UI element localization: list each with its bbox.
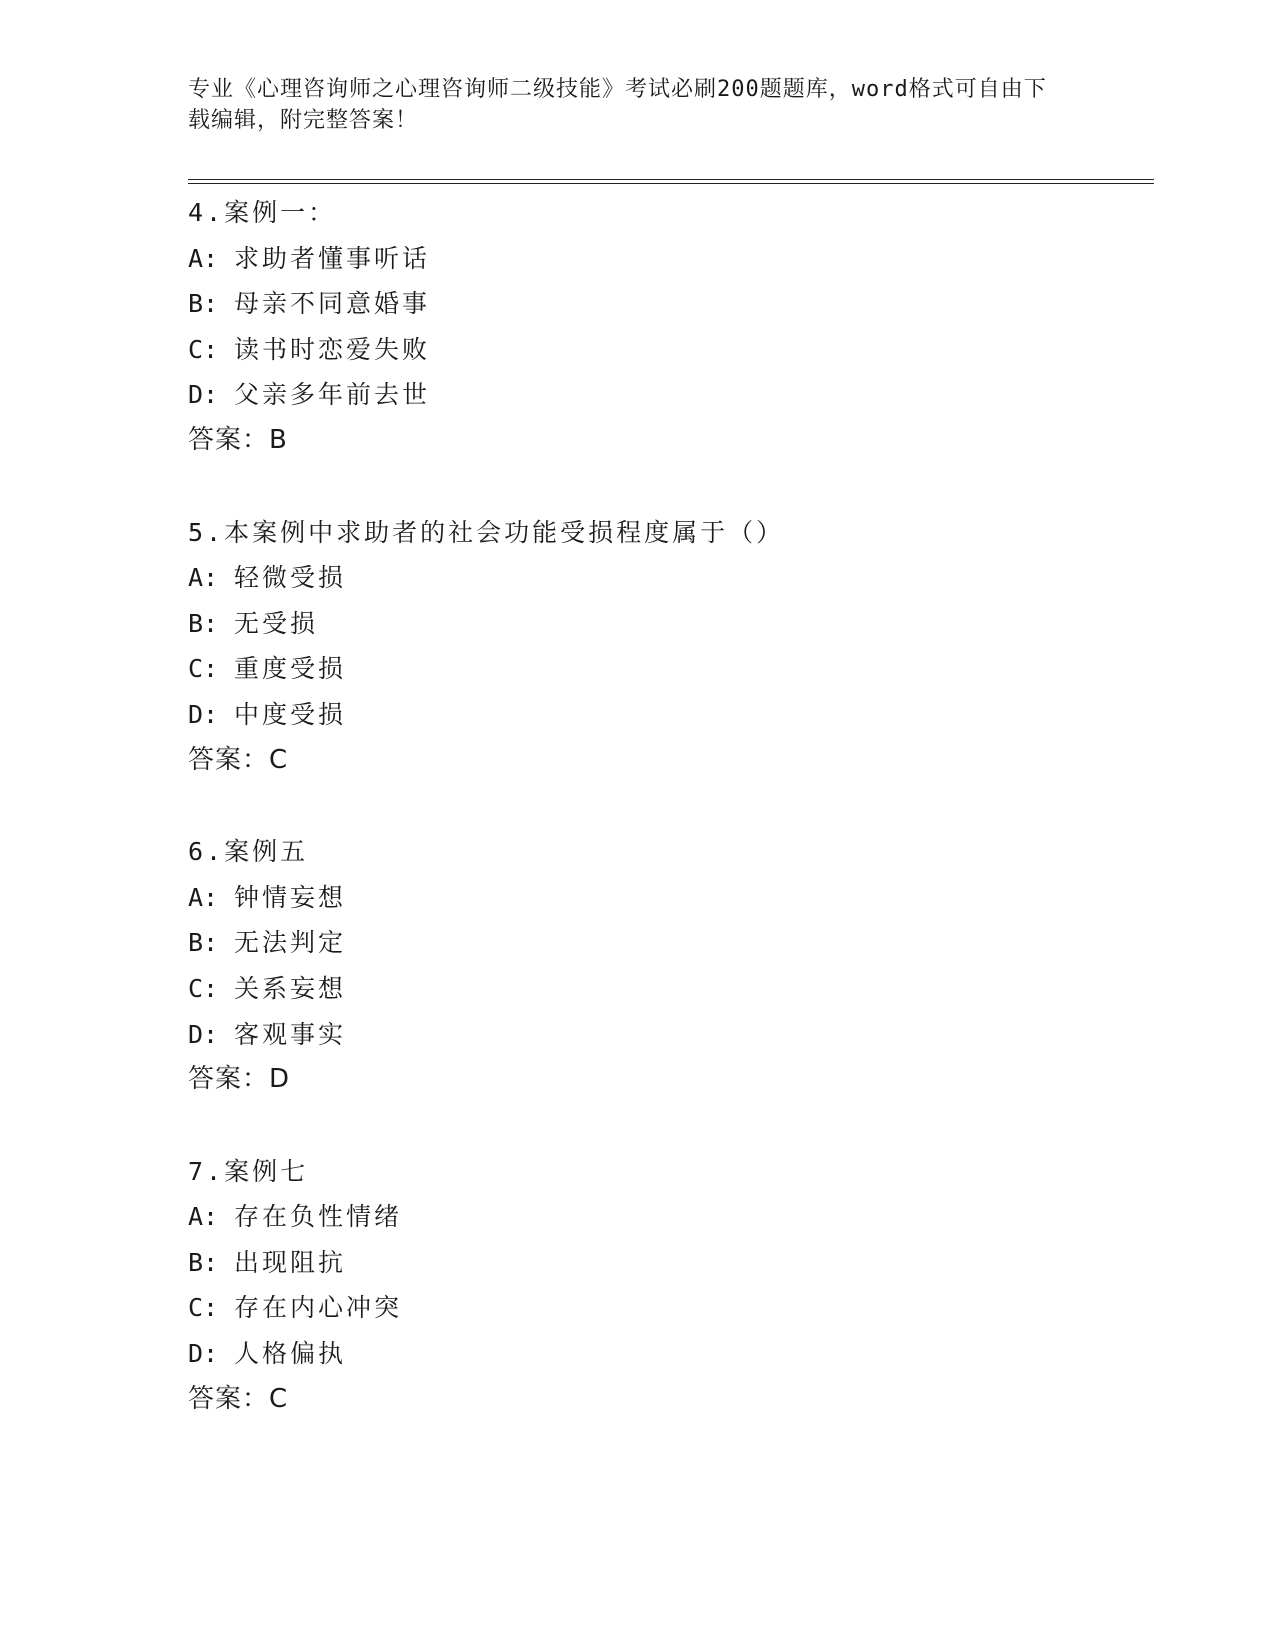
option-text: 求助者懂事听话 (234, 243, 431, 273)
option-d (188, 372, 1148, 418)
option-text: 出现阻抗 (234, 1247, 347, 1277)
option-letter: A: (188, 1202, 219, 1232)
option-a (188, 555, 1148, 601)
option-text: 父亲多年前去世 (234, 380, 431, 410)
question-title: 4.案例一： (188, 198, 337, 227)
option-letter: B: (188, 928, 219, 958)
option-a (188, 875, 1148, 921)
option-letter: D: (188, 1019, 219, 1049)
option-letter: C: (188, 1293, 219, 1323)
option-text: 轻微受损 (234, 563, 347, 593)
option-d (188, 1331, 1148, 1377)
option-letter: C: (188, 973, 219, 1003)
option-b (188, 920, 1148, 966)
question-5 (188, 510, 1148, 784)
option-text: 钟情妄想 (234, 882, 347, 912)
option-c (188, 646, 1148, 692)
option-letter: B: (188, 608, 219, 638)
option-a (188, 1194, 1148, 1240)
option-letter: D: (188, 1339, 219, 1369)
option-text: 关系妄想 (234, 973, 347, 1003)
option-letter: A: (188, 882, 219, 912)
option-letter: A: (188, 563, 219, 593)
answer-line: 答案：D (188, 1064, 291, 1095)
option-text: 无法判定 (234, 928, 347, 958)
option-d (188, 1012, 1148, 1058)
option-text: 重度受损 (234, 654, 347, 684)
question-7 (188, 1149, 1148, 1423)
answer-line: 答案：B (188, 424, 288, 455)
option-letter: C: (188, 654, 219, 684)
option-letter: D: (188, 380, 219, 410)
option-a (188, 236, 1148, 282)
question-title: 6.案例五 (188, 837, 309, 867)
option-b (188, 601, 1148, 647)
answer-line: 答案：C (188, 1383, 289, 1414)
option-letter: B: (188, 289, 219, 319)
option-letter: C: (188, 334, 219, 364)
option-letter: D: (188, 699, 219, 729)
option-text: 无受损 (234, 608, 319, 638)
option-text: 存在负性情绪 (234, 1202, 403, 1232)
option-b (188, 1240, 1148, 1286)
option-text: 客观事实 (234, 1019, 347, 1049)
option-letter: A: (188, 243, 219, 273)
question-title: 5.本案例中求助者的社会功能受损程度属于（） (188, 517, 785, 547)
answer-line: 答案：C (188, 744, 289, 775)
option-b (188, 281, 1148, 327)
option-c (188, 327, 1148, 373)
header-divider (188, 179, 1154, 184)
option-text: 读书时恋爱失败 (234, 334, 431, 364)
question-4 (188, 190, 1148, 464)
option-text: 中度受损 (234, 699, 347, 729)
question-6 (188, 829, 1148, 1103)
document-intro: 专业《心理咨询师之心理咨询师二级技能》考试必刷200题题库，word格式可自由下载编辑，附完整答案！ (188, 77, 1047, 133)
question-title: 7.案例七 (188, 1156, 309, 1186)
option-c (188, 1285, 1148, 1331)
option-c (188, 966, 1148, 1012)
question-list (188, 190, 1148, 1468)
option-text: 存在内心冲突 (234, 1293, 403, 1323)
option-text: 人格偏执 (234, 1339, 347, 1369)
option-text: 母亲不同意婚事 (234, 289, 431, 319)
option-letter: B: (188, 1247, 219, 1277)
option-d (188, 692, 1148, 738)
